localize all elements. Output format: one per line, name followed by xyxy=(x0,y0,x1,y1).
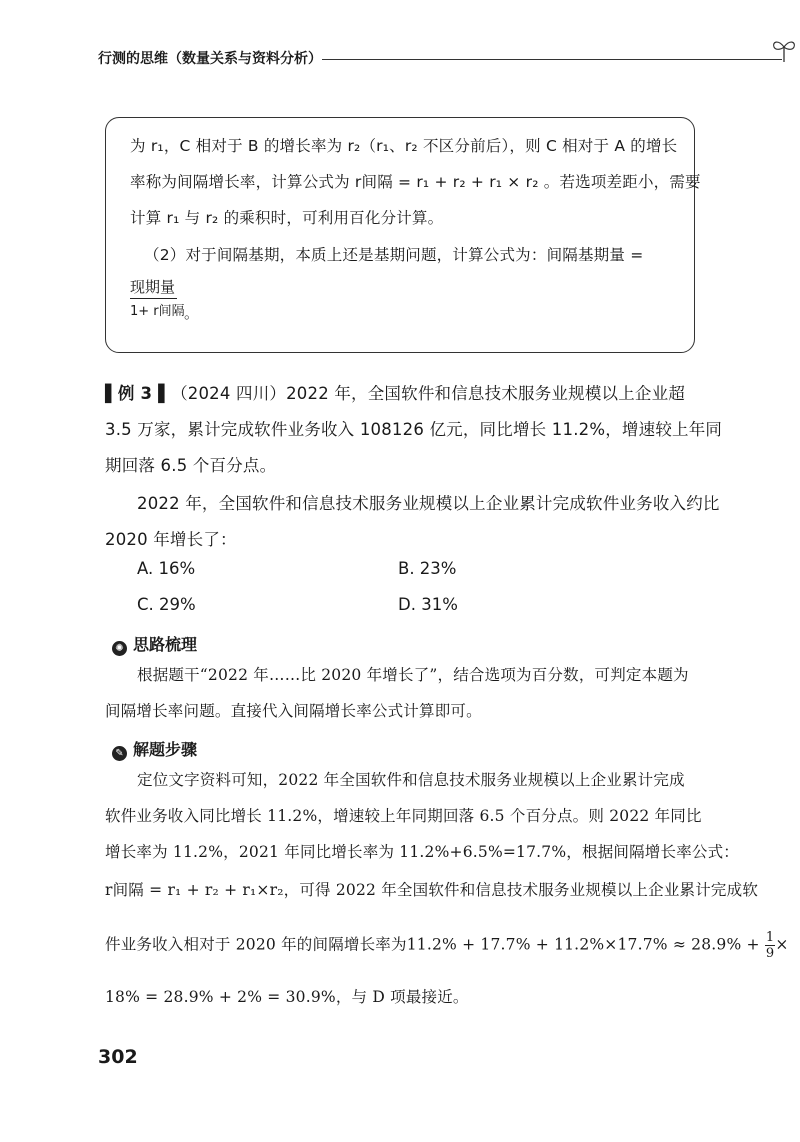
question-line-2: 2020 年增长了： xyxy=(105,530,237,549)
interval-base-fraction xyxy=(130,276,185,319)
thinking-title: 思路梳理 xyxy=(133,635,198,654)
one-ninth-denominator: 9 xyxy=(765,946,775,961)
one-ninth-fraction xyxy=(765,930,775,961)
solution-line-6: 18% = 28.9% + 2% = 30.9%，与 D 项最接近。 xyxy=(105,988,469,1006)
note-box xyxy=(105,117,701,353)
solution-line-5 xyxy=(105,930,789,961)
note-line-1: 为 r₁，C 相对于 B 的增长率为 r₂（r₁、r₂ 不区分前后），则 C 相对于 A 的增长 xyxy=(130,137,678,155)
one-ninth-numerator: 1 xyxy=(765,930,775,945)
note-line-2: 率称为间隔增长率，计算公式为 r间隔 = r₁ + r₂ + r₁ × r₂ 。若选项差距小，需要 xyxy=(130,173,701,191)
option-a: A. 16% xyxy=(137,559,196,578)
solution-text-5: 件业务收入相对于 2020 年的间隔增长率为11.2% + 17.7% + 11.2%×17.7% ≈ 28.9% + xyxy=(105,935,760,954)
solution-heading xyxy=(112,737,197,761)
example-line-3: 期回落 6.5 个百分点。 xyxy=(105,456,277,475)
option-c: C. 29% xyxy=(137,595,196,614)
solution-line-4: r间隔 = r₁ + r₂ + r₁×r₂，可得 2022 年全国软件和信息技术服务业规模以上企业累计完成软 xyxy=(105,881,759,899)
option-b: B. 23% xyxy=(398,559,457,578)
fraction-period: 。 xyxy=(184,304,200,322)
thinking-heading xyxy=(112,632,197,656)
solution-line-3: 增长率为 11.2%，2021 年同比增长率为 11.2%+6.5%=17.7%，根据间隔增长率公式： xyxy=(105,843,740,861)
thinking-line-1: 根据题干“2022 年……比 2020 年增长了”，结合选项为百分数，可判定本题为 xyxy=(137,666,689,684)
page-number: 302 xyxy=(98,1046,138,1068)
thinking-line-2: 间隔增长率问题。直接代入间隔增长率公式计算即可。 xyxy=(105,702,482,720)
header-rule xyxy=(322,59,782,60)
option-d: D. 31% xyxy=(398,595,458,614)
example-line-1 xyxy=(105,380,685,404)
solution-line-2: 软件业务收入同比增长 11.2%，增速较上年同期回落 6.5 个百分点。则 2022 年同比 xyxy=(105,807,702,825)
example-label: ▌例 3 ▌ xyxy=(105,384,172,403)
example-line-2: 3.5 万家，累计完成软件业务收入 108126 亿元，同比增长 11.2%，增速较上年同 xyxy=(105,420,723,439)
bulb-icon: ✺ xyxy=(112,641,127,656)
solution-title: 解题步骤 xyxy=(133,740,198,759)
example-text-1: （2024 四川）2022 年，全国软件和信息技术服务业规模以上企业超 xyxy=(171,384,686,403)
fraction-numerator: 现期量 xyxy=(130,276,177,299)
solution-line-1: 定位文字资料可知，2022 年全国软件和信息技术服务业规模以上企业累计完成 xyxy=(137,771,685,789)
running-header xyxy=(98,48,708,72)
pen-icon: ✎ xyxy=(112,746,127,761)
note-line-3: 计算 r₁ 与 r₂ 的乘积时，可利用百化分计算。 xyxy=(130,209,444,227)
note-line-4: （2）对于间隔基期，本质上还是基期问题，计算公式为：间隔基期量 = xyxy=(144,246,644,264)
sprout-icon xyxy=(770,34,798,64)
times-sign: × xyxy=(775,935,789,954)
header-title: 行测的思维（数量关系与资料分析） xyxy=(98,51,322,67)
question-line-1: 2022 年，全国软件和信息技术服务业规模以上企业累计完成软件业务收入约比 xyxy=(137,494,720,513)
fraction-denominator: 1+ r间隔 xyxy=(130,304,185,319)
